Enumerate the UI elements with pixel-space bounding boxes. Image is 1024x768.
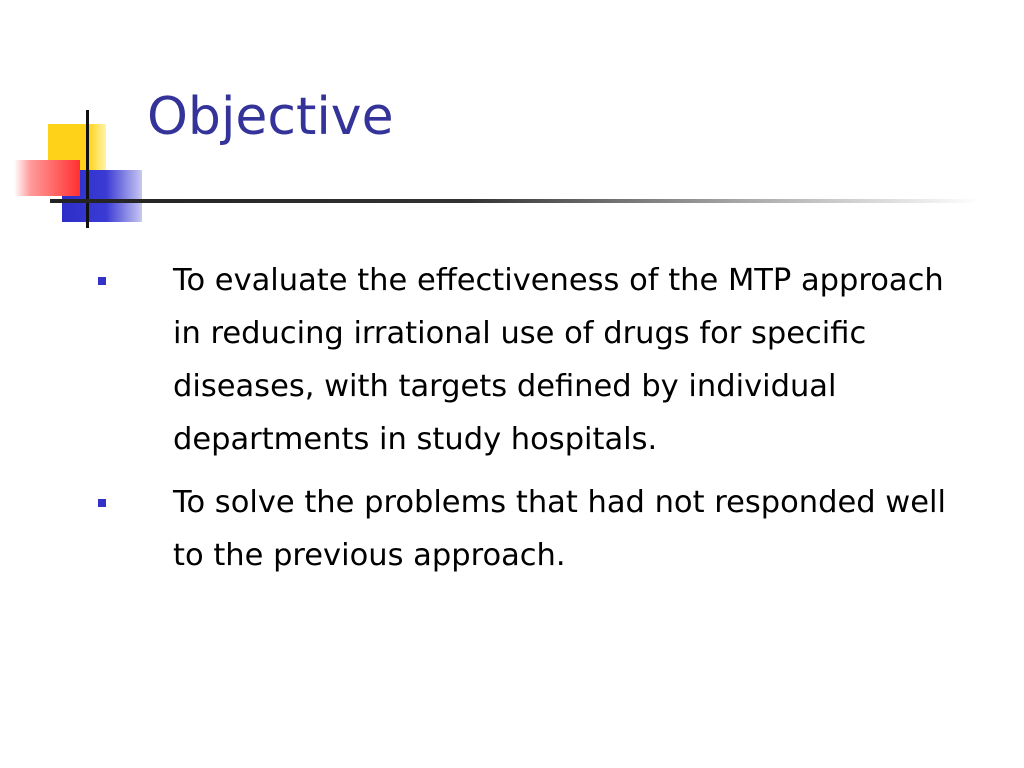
logo-vertical-line <box>86 110 89 228</box>
square-bullet-icon <box>98 499 106 507</box>
bullet-text: To solve the problems that had not responded well to the previous approach. <box>173 485 946 573</box>
logo-red-square <box>14 160 80 196</box>
bullet-text: To evaluate the effectiveness of the MTP approach in reducing irrational use of drugs for specific diseases, with targets defined by individual departments in study hospitals. <box>173 263 944 457</box>
title-underline <box>50 199 980 203</box>
bullet-item <box>0 476 1024 582</box>
bullet-item <box>0 254 1024 466</box>
slide-title: Objective <box>147 87 394 147</box>
bullet-list <box>0 254 1024 592</box>
square-bullet-icon <box>98 277 106 285</box>
